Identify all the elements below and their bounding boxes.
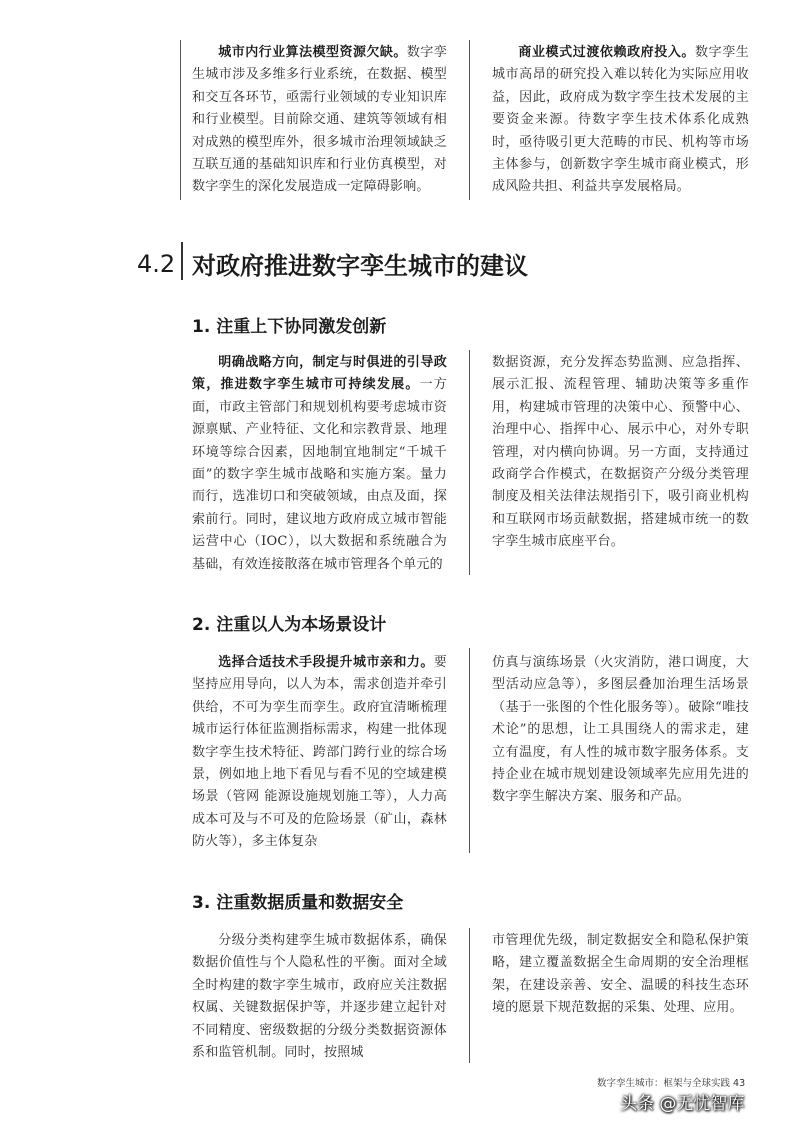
- sub2-left-bold: 选择合适技术手段提升城市亲和力。: [218, 655, 434, 670]
- sub1-middle-rule: [469, 350, 470, 575]
- subsection-3-title: 3. 注重数据质量和数据安全: [192, 893, 404, 913]
- sub1-left-paragraph: [192, 352, 447, 576]
- sub3-middle-rule: [469, 928, 470, 1063]
- sub3-right-paragraph: 市管理优先级，制定数据安全和隐私保护策略，建立覆盖数据全生命周期的安全治理框架，在建设亲善、安全、温暖的科技生态环境的愿景下规范数据的采集、处理、应用。: [492, 933, 749, 1016]
- section-divider: [181, 242, 183, 280]
- page-footer: 数字孪生城市：框架与全球实践 43: [597, 1078, 746, 1089]
- section-number: 4.2: [137, 250, 176, 278]
- top-left-bold: 城市内行业算法模型资源欠缺。: [218, 45, 407, 60]
- sub2-middle-rule: [469, 648, 470, 853]
- sub2-left-body: 要坚持应用导向，以人为本，需求创造并牵引供给，不可为孪生而孪生。政府宜清晰梳理城市运行体征监测指标需求，构建一批体现数字孪生技术特征、跨部门跨行业的综合场景，例如地上地下看见与看不见的空域建模场景（管网 能源设施规划施工等），人力高成本可及与不可及的危险场景（矿山，森林防火等），多主体复杂: [192, 655, 447, 850]
- subsection-2-title: 2. 注重以人为本场景设计: [192, 615, 387, 635]
- sub3-left-body: 分级分类构建孪生城市数据体系，确保数据价值性与个人隐私性的平衡。面对全域全时构建的数字孪生城市，政府应关注数据权属、关键数据保护等，并逐步建立起针对不同精度、密级数据的分级分类数据资源体系和监管机制。同时，按照城: [192, 933, 447, 1061]
- top-left-paragraph: [192, 42, 447, 199]
- sub3-left-paragraph: [192, 930, 447, 1064]
- top-middle-rule: [469, 40, 470, 200]
- top-right-paragraph: [492, 42, 749, 199]
- top-left-rule: [180, 40, 181, 200]
- sub1-left-body: 一方面，市政主管部门和规划机构要考虑城市资源禀赋、产业特征、文化和宗教背景、地理环境等综合因素，因地制宜地制定“千城千面”的数字孪生城市战略和实施方案。量力而行，选准切口和突破领域，由点及面，探索前行。同时，建议地方政府成立城市智能运营中心（IOC），以大数据和系统融合为基础，有效连接散落在城市管理各个单元的: [192, 377, 448, 572]
- top-left-body: 数字孪生城市涉及多维多行业系统，在数据、模型和交互各环节，亟需行业领域的专业知识库和行业模型。目前除交通、建筑等领域有相对成熟的模型库外，很多城市治理领域缺乏互联互通的基础知识库和行业仿真模型，对数字孪生的深化发展造成一定障碍影响。: [192, 45, 447, 195]
- sub2-right-paragraph: 仿真与演练场景（火灾消防，港口调度，大型活动应急等），多图层叠加治理生活场景（基于一张图的个性化服务等）。破除“唯技术论”的思想，让工具围绕人的需求走，建立有温度，有人性的城市数字服务体系。支持企业在城市规划建设领域率先应用先进的数字孪生解决方案、服务和产品。: [492, 655, 749, 805]
- subsection-1-title: 1. 注重上下协同激发创新: [192, 317, 387, 337]
- top-right-bold: 商业模式过渡依赖政府投入。: [518, 45, 696, 60]
- watermark: 头条 @无忧智库: [620, 1094, 745, 1114]
- sub1-left-bold: 明确战略方向，制定与时俱进的引导政策，推进数字孪生城市可持续发展。: [192, 355, 447, 393]
- sub2-left-paragraph: [192, 652, 447, 854]
- sub1-right-paragraph: 数据资源，充分发挥态势监测、应急指挥、展示汇报、流程管理、辅助决策等多重作用，构建城市管理的决策中心、预警中心、治理中心、指挥中心、展示中心，对外专职管理，对内横向协调。另一方面，支持通过政商学合作模式，在数据资产分级分类管理制度及相关法律法规指引下，吸引商业机构和互联网市场贡献数据，搭建城市统一的数字孪生城市底座平台。: [492, 355, 749, 550]
- section-title: 对政府推进数字孪生城市的建议: [192, 252, 528, 280]
- top-right-body: 数字孪生城市高昂的研究投入难以转化为实际应用收益，因此，政府成为数字孪生技术发展的主要资金来源。待数字孪生技术体系化成熟时，亟待吸引更大范畴的市民、机构等市场主体参与，创新数字孪生城市商业模式，形成风险共担、利益共享发展格局。: [492, 45, 749, 195]
